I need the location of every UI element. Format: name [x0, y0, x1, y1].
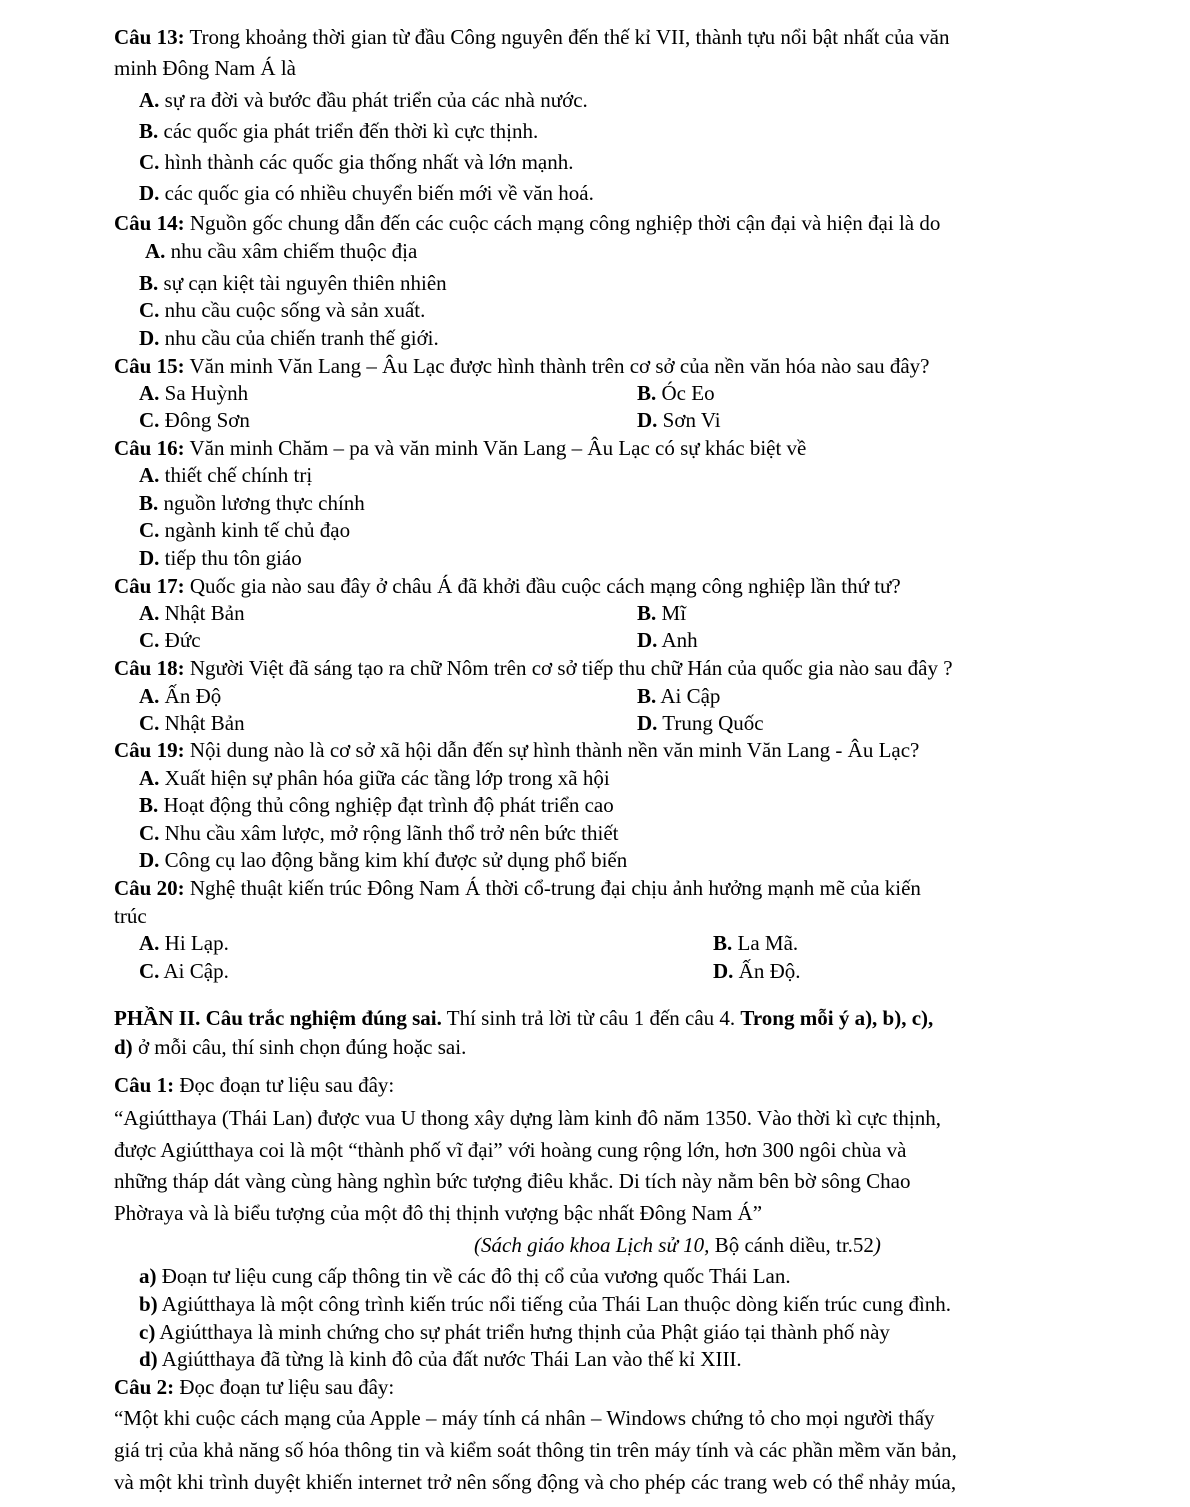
p2q2-quote-line1: “Một khi cuộc cách mạng của Apple – máy tính cá nhân – Windows chứng tỏ cho mọi người thấy — [114, 1406, 935, 1430]
part2-title: PHẦN II. Câu trắc nghiệm đúng sai. — [114, 1006, 442, 1030]
q17-line1: Câu 17: Quốc gia nào sau đây ở châu Á đã khởi đầu cuộc cách mạng công nghiệp lần thứ tư? — [114, 574, 901, 598]
q18-option-d: D. Trung Quốc — [637, 711, 764, 735]
q15-option-b: B. Óc Eo — [637, 381, 715, 405]
q19-line1: Câu 19: Nội dung nào là cơ sở xã hội dẫn đến sự hình thành nền văn minh Văn Lang - Âu Lạc? — [114, 738, 920, 762]
q17-option-a: A. Nhật Bản — [139, 601, 245, 625]
q13-line1 — [114, 24, 949, 50]
q16-line1: Câu 16: Văn minh Chăm – pa và văn minh Văn Lang – Âu Lạc có sự khác biệt về — [114, 436, 807, 460]
q16-option-b: B. nguồn lương thực chính — [139, 491, 365, 515]
p2q1-quote-line3: những tháp dát vàng cùng hàng nghìn bức tượng điêu khắc. Di tích này nằm bên bờ sông Chao — [114, 1169, 911, 1193]
q18-option-c: C. Nhật Bản — [139, 711, 245, 735]
q14-option-b: B. sự cạn kiệt tài nguyên thiên nhiên — [139, 271, 447, 295]
p2q1-quote-line1: “Agiútthaya (Thái Lan) được vua U thong xây dựng làm kinh đô năm 1350. Vào thời kì cực thịnh, — [114, 1106, 941, 1130]
q19-label: Câu 19: — [114, 738, 185, 762]
q13-text: Trong khoảng thời gian từ đầu Công nguyên đến thế kỉ VII, thành tựu nổi bật nhất của văn — [184, 25, 950, 49]
q15-option-a: A. Sa Huỳnh — [139, 381, 249, 405]
q19-option-c: C. Nhu cầu xâm lược, mở rộng lãnh thổ trở nên bức thiết — [139, 821, 619, 845]
p2q1-label: Câu 1: — [114, 1073, 175, 1097]
q13-option-b: B. các quốc gia phát triển đến thời kì cực thịnh. — [139, 119, 539, 143]
q18-option-b: B. Ai Cập — [637, 684, 721, 708]
p2q2-heading: Câu 2: Đọc đoạn tư liệu sau đây: — [114, 1375, 395, 1399]
q16-option-d: D. tiếp thu tôn giáo — [139, 546, 302, 570]
q20-option-c: C. Ai Cập. — [139, 959, 229, 983]
q20-option-b: B. La Mã. — [713, 931, 799, 955]
q19-option-b: B. Hoạt động thủ công nghiệp đạt trình độ phát triển cao — [139, 793, 614, 817]
p2q1-item-d: d) Agiútthaya đã từng là kinh đô của đất nước Thái Lan vào thế kỉ XIII. — [139, 1347, 742, 1371]
p2q1-quote-line4: Phờraya và là biểu tượng của một đô thị thịnh vượng bậc nhất Đông Nam Á” — [114, 1201, 763, 1225]
q13-label: Câu 13: — [114, 25, 185, 49]
q16-option-a: A. thiết chế chính trị — [139, 463, 313, 487]
p2q1-item-c: c) Agiútthaya là minh chứng cho sự phát triển hưng thịnh của Phật giáo tại thành phố này — [139, 1320, 890, 1344]
q17-label: Câu 17: — [114, 574, 185, 598]
q13-option-a: A. sự ra đời và bước đầu phát triển của các nhà nước. — [139, 88, 588, 112]
q20-line2: trúc — [114, 904, 147, 928]
q14-option-c: C. nhu cầu cuộc sống và sản xuất. — [139, 298, 426, 322]
q15-option-d: D. Sơn Vi — [637, 408, 721, 432]
q15-option-c: C. Đông Sơn — [139, 408, 250, 432]
q17-option-c: C. Đức — [139, 628, 201, 652]
part2-heading-line2: d) ở mỗi câu, thí sinh chọn đúng hoặc sai. — [114, 1035, 467, 1059]
q18-label: Câu 18: — [114, 656, 185, 680]
q14-label: Câu 14: — [114, 211, 185, 235]
p2q1-quote-line2: được Agiútthaya coi là một “thành phố vĩ đại” với hoàng cung rộng lớn, hơn 300 ngôi chùa và — [114, 1138, 907, 1162]
q19-option-d: D. Công cụ lao động bằng kim khí được sử dụng phổ biến — [139, 848, 628, 872]
p2q2-label: Câu 2: — [114, 1375, 175, 1399]
q14-option-d: D. nhu cầu của chiến tranh thế giới. — [139, 326, 439, 350]
q14-option-a: A. nhu cầu xâm chiếm thuộc địa — [145, 239, 418, 263]
p2q2-quote-line3: và một khi trình duyệt khiến internet trở nên sống động và cho phép các trang web có thể nhảy múa, — [114, 1470, 957, 1494]
q19-option-a: A. Xuất hiện sự phân hóa giữa các tầng lớp trong xã hội — [139, 766, 610, 790]
q15-line1: Câu 15: Văn minh Văn Lang – Âu Lạc được hình thành trên cơ sở của nền văn hóa nào sau đây? — [114, 354, 930, 378]
q17-option-b: B. Mĩ — [637, 601, 687, 625]
q18-line1: Câu 18: Người Việt đã sáng tạo ra chữ Nôm trên cơ sở tiếp thu chữ Hán của quốc gia nào sau đây ? — [114, 656, 953, 680]
q20-option-d: D. Ấn Độ. — [713, 959, 801, 983]
q20-option-a: A. Hi Lạp. — [139, 931, 229, 955]
q16-option-c: C. ngành kinh tế chủ đạo — [139, 518, 351, 542]
part2-heading-line1: PHẦN II. Câu trắc nghiệm đúng sai. Thí sinh trả lời từ câu 1 đến câu 4. Trong mỗi ý a), b), c), — [114, 1006, 934, 1030]
p2q1-item-a: a) Đoạn tư liệu cung cấp thông tin về các đô thị cổ của vương quốc Thái Lan. — [139, 1264, 791, 1288]
p2q1-item-b: b) Agiútthaya là một công trình kiến trúc nổi tiếng của Thái Lan thuộc dòng kiến trúc cung đình. — [139, 1292, 952, 1316]
q18-option-a: A. Ấn Độ — [139, 684, 222, 708]
q14-line1: Câu 14: Nguồn gốc chung dẫn đến các cuộc cách mạng công nghiệp thời cận đại và hiện đại là do — [114, 211, 941, 235]
p2q2-quote-line2: giá trị của khả năng số hóa thông tin và kiểm soát thông tin trên máy tính và các phần mềm văn bản, — [114, 1438, 957, 1462]
q13-line2: minh Đông Nam Á là — [114, 56, 296, 80]
q13-option-d: D. các quốc gia có nhiều chuyển biến mới về văn hoá. — [139, 181, 594, 205]
q15-label: Câu 15: — [114, 354, 185, 378]
q16-label: Câu 16: — [114, 436, 185, 460]
p2q1-heading: Câu 1: Đọc đoạn tư liệu sau đây: — [114, 1073, 395, 1097]
q20-label: Câu 20: — [114, 876, 185, 900]
q17-option-d: D. Anh — [637, 628, 698, 652]
p2q1-source: (Sách giáo khoa Lịch sử 10, Bộ cánh diều, tr.52) — [474, 1233, 881, 1257]
q13-option-c: C. hình thành các quốc gia thống nhất và lớn mạnh. — [139, 150, 574, 174]
q20-line1: Câu 20: Nghệ thuật kiến trúc Đông Nam Á thời cổ-trung đại chịu ảnh hưởng mạnh mẽ của kiến — [114, 876, 921, 900]
